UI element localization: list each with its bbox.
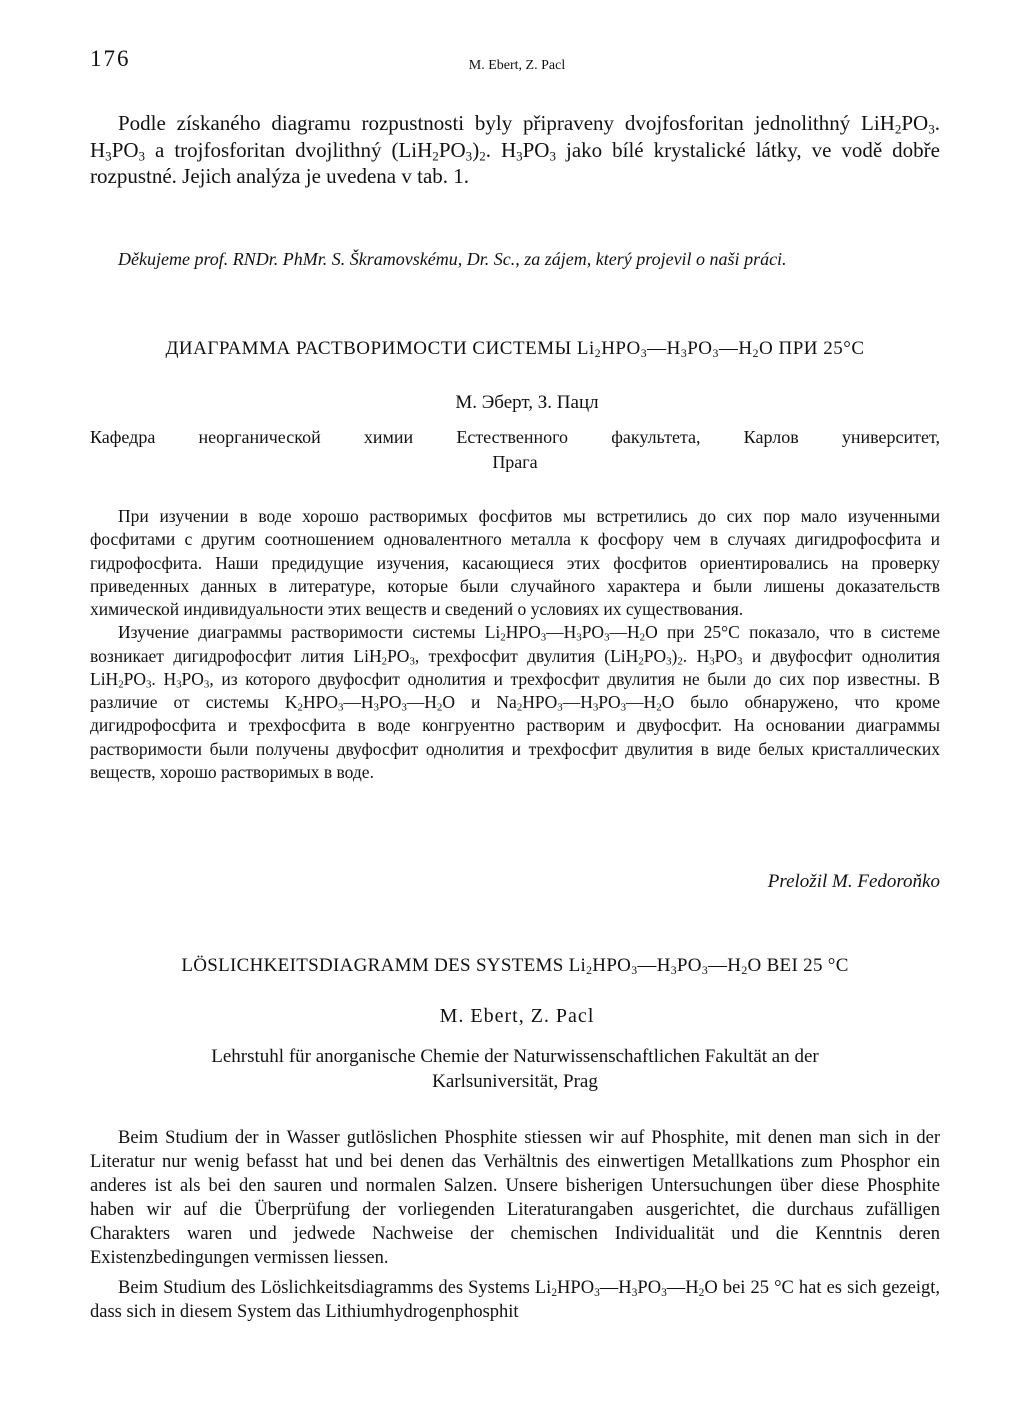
german-affiliation: Lehrstuhl für anorganische Chemie der Naturwissenschaftlichen Fakultät an der Karlsuniversität, Prag [211,1046,819,1093]
czech-text: Podle získaného diagramu rozpustnosti byly připraveny dvojfosforitan jednolithný $LiH_2PO_3$. $H_3PO_3$ a trojfosforitan dvojlithný $(LiH_2PO_3)_2$. $H_3PO_3$ jako bílé krystalické látky, ve vodě dobře rozpustné. Jejich analýza je uvedena v tab. 1. [90,111,940,189]
russian-paragraph-1: При изучении в воде хорошо растворимых фосфитов мы встретились до сих пор мало изученными фосфитами с другим соотношением одновалентного металла к фосфору чем в случаях дигидрофосфита и гидрофосфита. Наши предидущие изучения, касающиеся этих фосфитов ориентировались на проверку приведенных данных в литературе, которые были случайного характера и были лишены доказательств химической индивидуальности этих веществ и сведений о условиях их существования. [90,506,940,620]
russian-abstract [90,505,940,784]
russian-authors: М. Эберт, З. Пацл [455,392,599,413]
german-abstract [90,1126,940,1324]
czech-paragraph [90,110,940,190]
german-authors: M. Ebert, Z. Pacl [439,1005,595,1027]
acknowledgement: Děkujeme prof. RNDr. PhMr. S. Škramovskému, Dr. Sc., za zájem, který projevil o naši práci. [118,249,787,269]
russian-paragraph-2: Изучение диаграммы растворимости системы $Li_2HPO_3—H_3PO_3—H_2O$ при 25°C показало, что в системе возникает дигидрофосфит лития $LiH_2PO_3$, трехфосфит двулития $(LiH_2PO_3)_2$. $H_3PO_3$ и двуфосфит однолития $LiH_2PO_3$. $H_3PO_3$, из которого двуфосфит однолития и трехфосфит двулития не были до сих пор известны. В различие от системы $K_2HPO_3—H_3PO_3—H_2O$ и $Na_2HPO_3—H_3PO_3—H_2O$ было обнаружено, что кроме дигидрофосфита и трехфосфита в воде конгруентно растворим и двуфосфит. На основании диаграммы растворимости были получены двуфосфит однолития и трехфосфит двулития в виде белых кристаллических веществ, хорошо растворимых в воде. [90,622,940,782]
german-title: LÖSLICHKEITSDIAGRAMM DES SYSTEMS $Li_2HPO_3—H_3PO_3—H_2O$ BEI 25 °C [181,955,849,977]
german-paragraph-1: Beim Studium der in Wasser gutlöslichen Phosphite stiessen wir auf Phosphite, mit denen man sich in der Literatur nur wenig befasst hat und bei denen das Verhältnis des einwertigen Metallkations zum Phosphor ein anderes ist als bei den sauren und normalen Salzen. Unsere bisherigen Untersuchungen über diese Phosphite haben wir auf die Überprüfung der vorliegenden Literaturangaben ausgerichtet, die durchaus zufälligen Charakters waren und jedwede Nachweise der chemischen Individualität und die Kenntnis deren Existenzbedingungen vermissen liessen. [90,1128,940,1269]
page-number: 176 [90,46,131,71]
russian-title: ДИАГРАММА РАСТВОРИМОСТИ СИСТЕМЫ $Li_2HPO_3—H_3PO_3—H_2O$ ПРИ 25°C [165,338,865,360]
running-head: M. Ebert, Z. Pacl [468,58,566,73]
russian-affiliation: Кафедра неорганической химии Естественного факультета, Карлов университет, Прага [90,427,940,472]
german-paragraph-2: Beim Studium des Löslichkeitsdiagramms des Systems $Li_2HPO_3—H_3PO_3—H_2O$ bei 25 °C hat es sich gezeigt, dass sich in diesem System das Lithiumhydrogenphosphit [90,1278,940,1323]
translator-credit: Preložil M. Fedoroňko [767,871,940,892]
